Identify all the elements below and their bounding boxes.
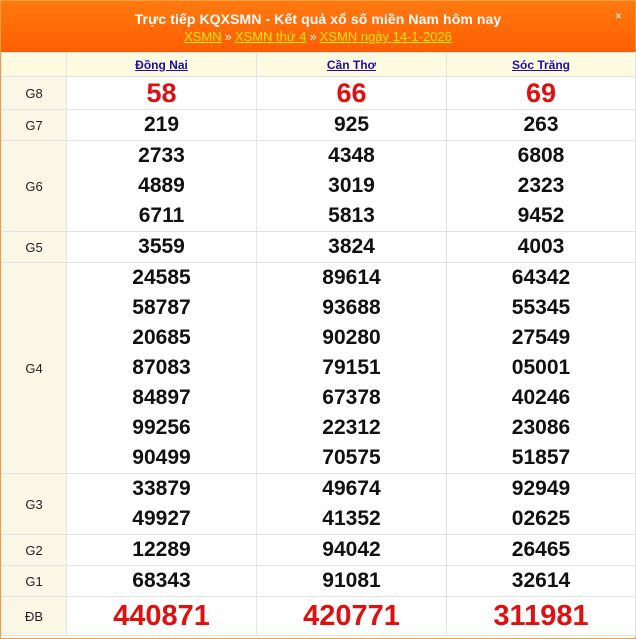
prize-label: G7	[2, 110, 67, 141]
prize-cell	[67, 597, 257, 636]
result-number: 55345	[511, 296, 571, 319]
result-number: 64342	[511, 266, 571, 289]
result-number: 6808	[517, 144, 565, 167]
prize-cell	[447, 474, 636, 535]
result-number: 90280	[322, 326, 381, 349]
result-number: 69	[525, 78, 557, 108]
prize-row-g1	[2, 566, 636, 597]
result-number: 3019	[328, 174, 375, 197]
result-number: 2323	[517, 174, 565, 197]
prize-row-g7	[2, 110, 636, 141]
result-number: 94042	[322, 538, 381, 561]
prize-label: G2	[2, 535, 67, 566]
result-number: 219	[143, 113, 180, 136]
result-number: 3559	[138, 235, 185, 258]
result-number: 91081	[322, 569, 381, 592]
result-number: 263	[523, 113, 559, 136]
prize-cell	[67, 566, 257, 597]
result-number: 89614	[322, 266, 381, 289]
prize-cell	[67, 77, 257, 110]
province-link-soc-trang[interactable]: Sóc Trăng	[511, 57, 570, 72]
result-number: 02625	[511, 507, 571, 530]
prize-cell	[447, 597, 636, 636]
prize-cell	[257, 232, 447, 263]
result-number: 93688	[322, 296, 381, 319]
result-number: 87083	[132, 356, 191, 379]
result-number: 32614	[511, 569, 571, 592]
province-link-can-tho[interactable]: Cần Thơ	[326, 57, 377, 72]
prize-label: G8	[2, 77, 67, 110]
breadcrumb-xsmn-date[interactable]: XSMN ngày 14-1-2026	[319, 29, 452, 44]
breadcrumb	[1, 29, 635, 44]
result-number: 12289	[132, 538, 191, 561]
prize-cell	[67, 110, 257, 141]
result-number: 70575	[322, 446, 381, 469]
result-number: 58787	[132, 296, 191, 319]
result-number: 92949	[511, 477, 571, 500]
result-number: 3824	[328, 235, 375, 258]
close-icon[interactable]: ×	[614, 9, 622, 23]
breadcrumb-xsmn-thu-4[interactable]: XSMN thứ 4	[234, 29, 307, 44]
result-number: 84897	[132, 386, 191, 409]
result-number: 5813	[328, 204, 375, 227]
result-number: 4348	[328, 144, 375, 167]
prize-cell	[257, 474, 447, 535]
results-table	[1, 52, 636, 636]
result-number: 22312	[322, 416, 381, 439]
province-col	[447, 53, 636, 77]
prize-cell	[447, 77, 636, 110]
result-number: 9452	[517, 204, 565, 227]
prize-cell	[257, 141, 447, 232]
prize-cell	[447, 141, 636, 232]
result-number: 99256	[132, 416, 191, 439]
prize-cell	[67, 535, 257, 566]
breadcrumb-separator: »	[309, 29, 317, 44]
prize-row-g6	[2, 141, 636, 232]
breadcrumb-xsmn[interactable]: XSMN	[184, 29, 222, 44]
prize-label: G3	[2, 474, 67, 535]
prize-row-db	[2, 597, 636, 636]
prize-label: G4	[2, 263, 67, 474]
result-number: 26465	[511, 538, 571, 561]
prize-row-g5	[2, 232, 636, 263]
result-number: 925	[333, 113, 370, 136]
prize-cell	[257, 77, 447, 110]
result-number: 23086	[511, 416, 571, 439]
province-header-row	[2, 53, 636, 77]
prize-cell	[447, 263, 636, 474]
result-number: 05001	[511, 356, 571, 379]
prize-label: G1	[2, 566, 67, 597]
prize-row-g8	[2, 77, 636, 110]
result-number: 2733	[138, 144, 185, 167]
result-number: 49674	[322, 477, 381, 500]
result-number: 420771	[303, 600, 400, 632]
result-number: 79151	[322, 356, 381, 379]
result-number: 58	[146, 78, 177, 108]
page-title: Trực tiếp KQXSMN - Kết quả xổ số miền Nam hôm nay	[134, 11, 502, 27]
province-col	[257, 53, 447, 77]
result-number: 440871	[113, 600, 210, 632]
prize-label: ĐB	[2, 597, 67, 636]
result-number: 90499	[132, 446, 191, 469]
prize-cell	[67, 141, 257, 232]
corner-cell	[2, 53, 67, 77]
prize-cell	[447, 566, 636, 597]
result-number: 41352	[322, 507, 381, 530]
prize-cell	[67, 263, 257, 474]
prize-cell	[257, 535, 447, 566]
prize-cell	[67, 474, 257, 535]
result-number: 4889	[138, 174, 185, 197]
result-number: 6711	[138, 204, 185, 227]
result-number: 20685	[132, 326, 191, 349]
prize-row-g4	[2, 263, 636, 474]
prize-label: G6	[2, 141, 67, 232]
prize-cell	[447, 232, 636, 263]
result-number: 49927	[132, 507, 191, 530]
prize-cell	[447, 535, 636, 566]
result-number: 311981	[493, 600, 589, 632]
result-number: 51857	[511, 446, 571, 469]
province-col	[67, 53, 257, 77]
result-number: 67378	[322, 386, 381, 409]
prize-cell	[257, 110, 447, 141]
prize-cell	[257, 597, 447, 636]
prize-cell	[447, 110, 636, 141]
prize-label: G5	[2, 232, 67, 263]
header-bar	[1, 1, 635, 52]
result-number: 33879	[132, 477, 191, 500]
result-number: 66	[336, 78, 367, 108]
province-link-dong-nai[interactable]: Đồng Nai	[135, 57, 188, 72]
prize-cell	[257, 263, 447, 474]
prize-cell	[67, 232, 257, 263]
result-number: 27549	[511, 326, 571, 349]
result-number: 68343	[132, 569, 191, 592]
prize-row-g3	[2, 474, 636, 535]
prize-row-g2	[2, 535, 636, 566]
breadcrumb-separator: »	[224, 29, 232, 44]
prize-rows	[2, 77, 636, 636]
result-number: 40246	[511, 386, 571, 409]
result-number: 24585	[132, 266, 191, 289]
prize-cell	[257, 566, 447, 597]
result-number: 4003	[517, 235, 565, 258]
